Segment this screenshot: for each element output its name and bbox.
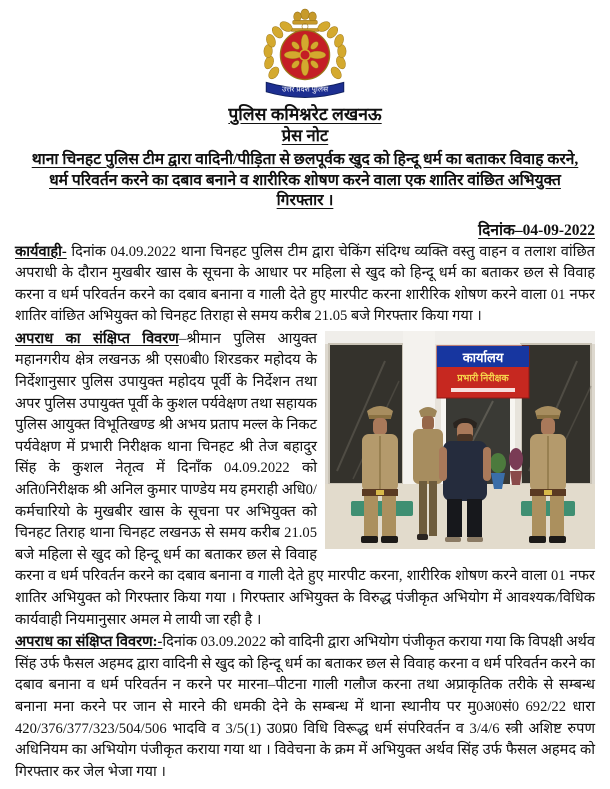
lion-capital-icon xyxy=(291,9,319,31)
arrest-photo-graphic xyxy=(325,331,595,549)
ribbon-banner xyxy=(266,82,344,97)
masthead xyxy=(15,6,595,146)
headline-line-2: धर्म परिवर्तन करने का दबाव बनाने व शारीरिक शोषण करने वाला एक शातिर वांछित अभियुक्त xyxy=(49,171,561,189)
org-title: पुलिस कमिश्नरेट लखनऊ xyxy=(228,104,382,124)
paragraph-crime-summary-1-lead: अपराध का संक्षिप्त विवरण xyxy=(15,330,179,347)
photo-doormat-right xyxy=(521,501,575,516)
paragraph-crime-summary-1-text: –श्रीमान पुलिस आयुक्त महानगरीय क्षेत्र लखनऊ श्री एस0बी0 शिरडकर महोदय के निर्देशानुसार पुलिस उपायुक्त महोदय पूर्वी के निर्देशन तथा अपर पुलिस उपायुक्त पूर्वी के कुशल पर्यवेक्षण तथा सहायक पुलिस आयुक्त विभूतिखण्ड श्री अभय प्रताप मल्ल के निकट पर्यवेक्षण में प्रभारी निरीक्षक थाना चिनहट श्री तेज बहादुर सिंह के कुशल नेतृत्व में दिनाँक 04.09.2022 को अति0निरीक्षक श्री अनिल कुमार पाण्डेय मय हमराही अधि0/कर्मचारियो के मुखबीर खास के सूचना पर अभियुक्त को चिनहट तिराह थाना चिनहट लखनऊ से समय करीब 21.05 बजे महिला से खुद को हिन्दू धर्म का बताकर छल से विवाह करना व धर्म परिवर्तन करने का दबाव बनाना व गाली देते हुए मारपीट करना, शारीरिक शोषण करने वाला 01 नफर शातिर अभियुक्त को गिरफ्तार किया गया । गिरफ्तार अभियुक्त के विरुद्ध पंजीकृत अभियोग में आवश्यक/विधिक कार्यवाही नियमानुसार अमल मे लायी जा रही है । xyxy=(15,330,595,628)
body-copy xyxy=(15,242,595,784)
office-signboard xyxy=(437,346,529,398)
paragraph-action-text: दिनांक 04.09.2022 थाना चिनहट पुलिस टीम द्वारा चेकिंग संदिग्ध व्यक्ति वस्तु वाहन व तलाश वांछित अपराधी के दौरान मुखबीर खास के सूचना के आधार पर महिला से खुद को हिन्दू धर्म का बताकर छल से विवाह करना व धर्म परिवर्तन करने का दबाव बनाना व गाली देते हुए मारपीट करना शारीरिक शोषण करने वाला 01 नफर शातिर वांछित अभियुक्त को चिनहट तिराहा से समय करीब 21.05 बजे गिरफ्तार किया गया । xyxy=(15,243,595,325)
headline-line-3: गिरफ्तार । xyxy=(276,192,334,209)
paragraph-crime-summary-2-lead: अपराध का संक्षिप्त विवरण:- xyxy=(15,634,163,651)
date-line: दिनांक–04-09-2022 xyxy=(478,221,595,239)
paragraph-crime-summary-2-text: दिनांक 03.09.2022 को वादिनी द्वारा अभियोग पंजीकृत कराया गया कि विपक्षी अर्थव सिंह उर्फ फैसल अहमद द्वारा वादिनी से खुद को हिन्दू धर्म का बताकर छल से विवाह करना व धर्म परिवर्तन करने का दबाव बनाना व धर्म परिवर्तन न करने पर मारना–पीटना गाली गलौज करना तथा अप्राकृतिक तरीके से सम्बन्ध बनाना मना करने पर जान से मारने की धमकी देने के सम्बन्ध में थाना स्थानीय पर मु0अ0सं0 692/22 धारा 420/376/377/323/504/506 भादवि व 3/5(1) उ0प्र0 विधि विरूद्ध धर्म संपरिवर्तन व 3/4/6 स्त्री अशिष्ट रुपण अधिनियम का अभियोग पंजीकृत कराया गया था । विवेचना के क्रम में अभियुक्त अर्थव सिंह उर्फ फैसल अहमद को गिरफ्तार कर जेल भेजा गया । xyxy=(15,634,595,780)
paragraph-crime-summary-1 xyxy=(15,329,595,631)
headline xyxy=(15,150,595,212)
headline-line-1: थाना चिनहट पुलिस टीम द्वारा वादिनी/पीड़िता से छलपूर्वक खुद को हिन्दू धर्म का बताकर विवाह करने, xyxy=(31,151,579,168)
doc-type-label: प्रेस नोट xyxy=(281,126,329,145)
arrest-photo xyxy=(325,331,595,549)
up-police-logo xyxy=(15,6,595,102)
up-police-emblem-graphic xyxy=(253,6,357,102)
paragraph-action xyxy=(15,242,595,328)
sign-line-1: कार्यालय xyxy=(462,349,504,365)
paragraph-crime-summary-2 xyxy=(15,632,595,783)
red-medallion-icon xyxy=(280,30,329,79)
paragraph-action-lead: कार्यवाही- xyxy=(15,243,67,260)
ribbon-text: उत्तर प्रदेश पुलिस xyxy=(281,84,329,94)
sign-line-2: प्रभारी निरीक्षक xyxy=(457,373,509,384)
